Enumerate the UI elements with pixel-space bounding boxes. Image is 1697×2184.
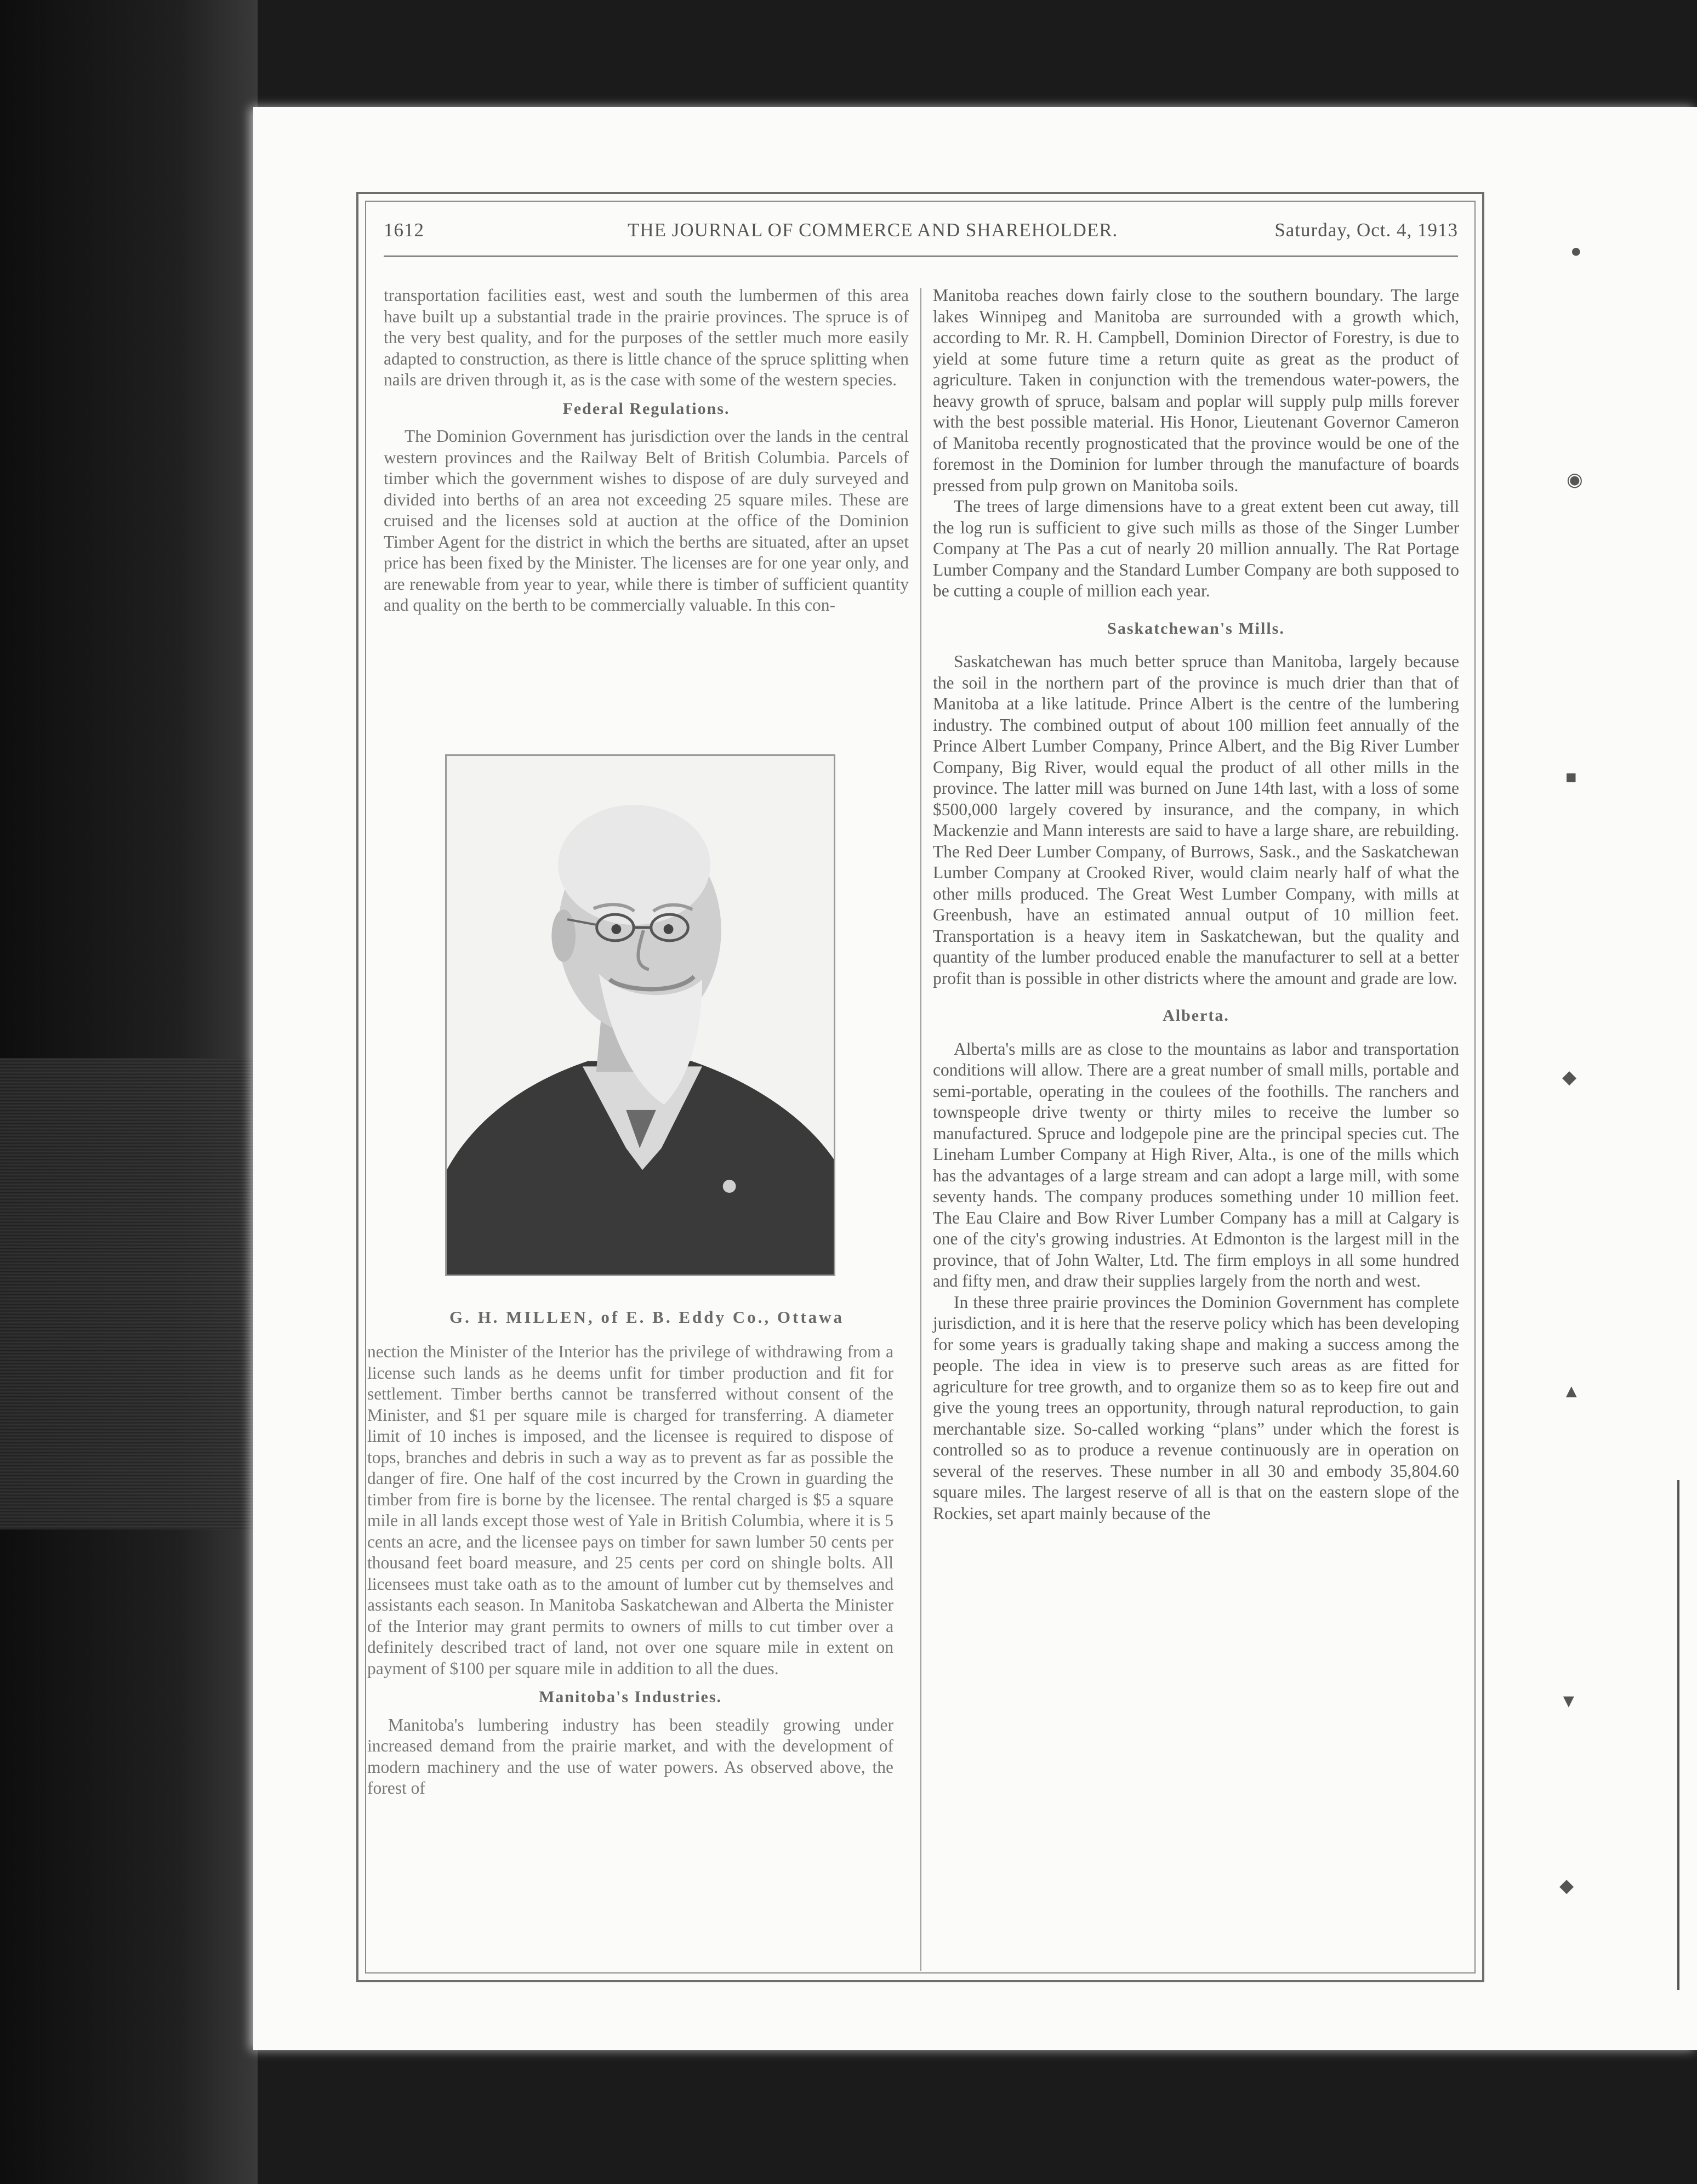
- left-column-bottom: [367, 1341, 893, 1799]
- margin-blot: ◉: [1567, 470, 1583, 490]
- paragraph-minister-interior: nection the Minister of the Interior has the privilege of withdrawing from a license such lands as he deems unfit for timber production and fit for settlement. Timber berths cannot be transferred without consent of the Minister, and $1 per square mile is charged for transferring. A diameter limit of 10 inches is imposed, and the licensee is required to dispose of tops, branches and debris in such a way as to prevent as far as possible the danger of fire. One half of the cost incurred by the Crown in guarding the timber from fire is borne by the licensee. The rental charged is $5 a square mile in all lands except those west of Yale in British Columbia, where it is 5 cents an acre, and the licensee pays on timber for sawn lumber 50 cents per thousand feet board measure, and 25 cents per cord on shingle bolts. All licensees must take oath as to the amount of lumber cut by themselves and assistants each season. In Manitoba Saskatchewan and Alberta the Minister of the Interior may grant permits to owners of mills to cut timber over a definitely described tract of land, not over one square mile in extent on payment of $100 per square mile in addition to all the dues.: [367, 1342, 893, 1678]
- margin-blot: ◆: [1559, 1876, 1574, 1896]
- paragraph-manitoba-southern: Manitoba reaches down fairly close to the southern boundary. The large lakes Winnipeg and Manitoba are surrounded with a growth which, according to Mr. R. H. Campbell, Dominion Director of Forestry, is due to yield at some future time a return quite as great as the product of agriculture. Taken in conjunction with the tremendous water-powers, the heavy growth of spruce, balsam and poplar will supply pulp mills forever with the best possible material. His Honor, Lieutenant Governor Cameron of Manitoba recently prognosticated that the province would be one of the foremost in the Dominion for lumber through the manufacture of boards pressed from pulp grown on Manitoba soils.: [933, 286, 1459, 495]
- issue-date: Saturday, Oct. 4, 1913: [1274, 219, 1458, 241]
- paragraph-transportation: transportation facilities east, west and south the lumbermen of this area have built up a substantial trade in the prairie provinces. The spruce is of the very best quality, and for the purposes of the settler much more easily adapted to construction, as there is little chance of the spruce splitting when nails are driven through it, as is the case with some of the western species.: [384, 286, 909, 389]
- portrait-image: [447, 756, 834, 1275]
- heading-saskatchewan-mills: Saskatchewan's Mills.: [1107, 619, 1285, 638]
- heading-alberta: Alberta.: [1163, 1006, 1229, 1025]
- scanner-noise-band: [0, 1058, 258, 1529]
- margin-blot: ▲: [1562, 1381, 1581, 1402]
- journal-title: THE JOURNAL OF COMMERCE AND SHAREHOLDER.: [628, 219, 1118, 241]
- portrait-caption: G. H. MILLEN, of E. B. Eddy Co., Ottawa: [449, 1307, 845, 1327]
- running-header: [384, 219, 1458, 252]
- page-number: 1612: [384, 219, 424, 241]
- paragraph-prairie-provinces: In these three prairie provinces the Dominion Government has complete jurisdiction, and it is here that the reserve policy which has been developing for some years is gradually taking shape and making a success among the people. The idea in view is to preserve such areas as are fitted for agriculture for tree growth, and to organize them so as to keep fire out and give the young trees an opportunity, through natural reproduction, to gain merchantable size. So-called working “plans” under which the forest is controlled so as to produce a revenue continuously are in operation on several of the reserves. These number in all 30 and embody 35,804.60 square miles. The largest reserve of all is that on the eastern slope of the Rockies, set apart mainly because of the: [933, 1292, 1459, 1523]
- paragraph-manitoba-lumbering: Manitoba's lumbering industry has been steadily growing under increased demand from the prairie market, and with the development of modern machinery and the use of water powers. As observed above, the forest of: [367, 1715, 893, 1798]
- heading-federal-regulations: Federal Regulations.: [562, 399, 730, 418]
- heading-manitoba-industries: Manitoba's Industries.: [538, 1688, 722, 1706]
- paragraph-alberta-mills: Alberta's mills are as close to the mountains as labor and transportation conditions will allow. There are a great number of small mills, portable and semi-portable, operating in the coulees of the foothills. The ranchers and townspeople drive twenty or thirty miles to receive the lumber so manufactured. Spruce and lodgepole pine are the principal species cut. The Lineham Lumber Company at High River, Alta., is one of the mills which has the advantages of a large stream and can adopt a large mill, with some seventy hands. The company produces something under 10 million feet. The Eau Claire and Bow River Lumber Company has a mill at Calgary is one of the city's growing industries. At Edmonton is the largest mill in the province, that of John Walter, Ltd. The firm employs in all some hundred and fifty men, and draw their supplies largely from the north and west.: [933, 1039, 1459, 1290]
- paragraph-dominion-government: The Dominion Government has jurisdiction over the lands in the central western provinces and the Railway Belt of British Columbia. Parcels of timber which the government wishes to dispose of are duly surveyed and divided into berths of an area not exceeding 25 square miles. These are cruised and the licenses sold at auction at the office of the Dominion Timber Agent for the district in which the berths are situated, after an upset price has been fixed by the Minister. The licenses are for one year only, and are renewable from year to year, while there is timber of sufficient quantity and quality on the berth to be commercially valuable. In this con-: [384, 426, 909, 615]
- paragraph-saskatchewan: Saskatchewan has much better spruce than Manitoba, largely because the soil in the northern part of the province is much drier than that of Manitoba at a like latitude. Prince Albert is the centre of the lumbering industry. The combined output of about 100 million feet annually of the Prince Albert Lumber Company, Prince Albert, and the Big River Lumber Company, Big River, would equal the product of all other mills in the province. The latter mill was burned on June 14th last, with a loss of some $500,000 largely covered by insurance, and the company, in which Mackenzie and Mann interests are said to have a large share, are rebuilding. The Red Deer Lumber Company, of Burrows, Sask., and the Saskatchewan Lumber Company at Crooked River, would claim nearly half of what the other mills produced. The Great West Lumber Company, with mills at Greenbush, have an estimated annual output of 10 million feet. Transportation is a heavy item in Saskatchewan, but the quality and quantity of the lumber produced enable the manufacturer to sell at a better profit than is possible in other districts where the amount and grade are low.: [933, 652, 1459, 988]
- portrait-photo: [445, 754, 835, 1276]
- margin-blot: ◆: [1562, 1067, 1577, 1088]
- right-column: [933, 285, 1459, 1524]
- margin-blot: ■: [1565, 767, 1577, 788]
- column-divider: [920, 288, 921, 1971]
- margin-blot: ●: [1570, 241, 1582, 261]
- paragraph-large-trees: The trees of large dimensions have to a great extent been cut away, till the log run is sufficient to give such mills as those of the Singer Lumber Company at The Pas a cut of nearly 20 million annually. The Rat Portage Lumber Company and the Standard Lumber Company are both supposed to be cutting a couple of million each year.: [933, 497, 1459, 600]
- header-rule: [384, 255, 1458, 257]
- margin-blot: ▼: [1559, 1691, 1578, 1711]
- adjacent-page-edge: [1677, 1480, 1697, 1990]
- left-column-top: [384, 285, 909, 616]
